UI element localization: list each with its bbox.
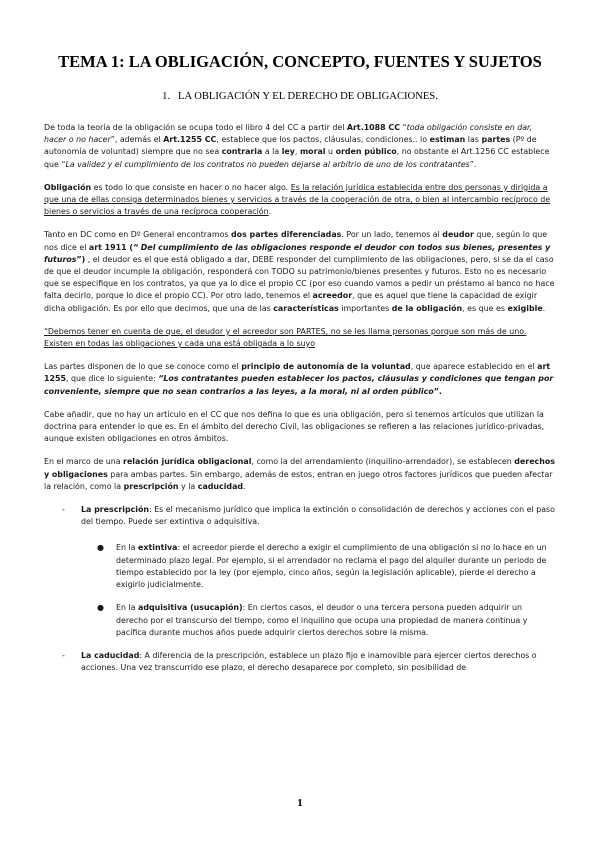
dot-bullet: ●	[97, 603, 104, 613]
paragraph-definition: Obligación es todo lo que consiste en hacer o no hacer algo. Es la relación jurídica establecida entre dos personas y dirigida a que una de ellas consiga determinados bienes y servicios a través de la cooperación de otra, o bien al intercambio recíproco de bienes o servicios a través de una recíproca cooperación.	[44, 182, 551, 217]
list-item-caducidad: - La caducidad: A diferencia de la prescripción, establece un plazo fijo e inamovible para ejercer ciertos derechos o acciones. Una vez transcurrido ese plazo, el derecho desaparece por completo, sin posibilidad de	[62, 650, 537, 673]
paragraph-autonomy: Las partes disponen de lo que se conoce como el principio de autonomía de la voluntad, que aparece establecido en el art 1255, que dice lo siguiente: “Los contratantes pueden establecer los pactos, cláusulas y condiciones que tengan por conveniente, siempre que no sean contrarios a las leyes, a la moral, ni al orden público”.	[44, 362, 554, 396]
paragraph-doctrine: Cabe añadir, que no hay un artículo en el CC que nos defina lo que es una obligación, pero si tenemos artículos que utilizan la doctrina para entender lo que es. En el ámbito del derecho Civil, las obligaciones se refieren a las relaciones jurídico-privadas, aunque existen obligaciones en otros ámbitos.	[44, 409, 545, 444]
paragraph-intro: De toda la teoría de la obligación se ocupa todo el libro 4 del CC a partir del Art.1088 CC “toda obligación consiste en dar, hacer o no hacer”, además el Art.1255 CC, establece que los pactos, cláusulas, condiciones.. lo estiman las partes (Pº de autonomía de voluntad) siempre que no sea contraria a la ley, moral u orden público, no obstante el Art.1256 CC establece que “La validez y el cumplimiento de los contratos no pueden dejarse al arbitrio de uno de los contratantes”.	[44, 123, 550, 169]
dash-bullet: -	[62, 505, 65, 515]
paragraph-relation: En el marco de una relación jurídica obligacional, como la del arrendamiento (inquilino-arrendador), se establecen derechos y obligaciones para ambas partes. Sin embargo, además de estos, entran en juego otros factores jurídicos que pueden afectar la relación, como la prescripción y la caducidad.	[44, 457, 555, 491]
paragraph-note: “Debemos tener en cuenta de que, el deudor y el acreedor son PARTES, no se les llama personas porque son más de uno. Existen en todas las obligaciones y cada una está obligada a lo suyo	[44, 326, 527, 349]
list-item-adquisitiva: ● En la adquisitiva (usucapión): En ciertos casos, el deudor o una tercera persona pueden adquirir un derecho por el transcurso del tiempo, como el inquilino que ocupa una propiedad de manera continua y pacífica durante muchos años puede adquirir ciertos derechos sobre la misma.	[97, 603, 528, 637]
list-item-prescripcion: - La prescripción: Es el mecanismo jurídico que implica la extinción o consolidación de derechos y acciones con el paso del tiempo. Puede ser extintiva o adquisitiva. ● En la extintiva: el acreedor pierde el derecho a exigir el cumplimiento de una obligación si no lo hace en un determinado plazo legal. Por ejemplo, si el arrendador no reclama el pago del alquiler durante un periodo de tiempo establecido por la ley (por ejemplo, cinco años, según la legislación aplicable), pierde el derecho a exigirlo judicialmente. ● En la adquisitiva (usucapión): En ciertos casos, el deudor o una tercera persona pueden adquirir un derecho por el transcurso del tiempo, como el inquilino que ocupa una propiedad de manera continua y pacífica durante muchos años puede adquirir ciertos derechos sobre la misma.	[44, 504, 556, 639]
dash-bullet: -	[62, 650, 65, 660]
bullet-list	[81, 542, 556, 638]
dot-bullet: ●	[97, 543, 104, 553]
section-heading: 1. LA OBLIGACIÓN Y EL DERECHO DE OBLIGACIONES.	[162, 91, 438, 102]
list-item-extintiva: ● En la extintiva: el acreedor pierde el derecho a exigir el cumplimiento de una obligación si no lo hace en un determinado plazo legal. Por ejemplo, si el arrendador no reclama el pago del alquiler durante un periodo de tiempo establecido por la ley (por ejemplo, cinco años, según la legislación aplicable), pierde el derecho a exigirlo judicialmente.	[97, 543, 547, 590]
page-number: 1	[297, 797, 303, 809]
dash-list	[44, 504, 556, 674]
document-title: TEMA 1: LA OBLIGACIÓN, CONCEPTO, FUENTES Y SUJETOS	[58, 52, 542, 71]
paragraph-parties: Tanto en DC como en Dº General encontramos dos partes diferenciadas. Por un lado, tenemos al deudor que, según lo que nos dice el art 1911 (“ Del cumplimiento de las obligaciones responde el deudor con todos sus bienes, presentes y futuros”) , el deudor es el que está obligado a dar, DEBE responder del cumplimiento de las obligaciones, pero, si se da el caso de que el deudor incumple la obligación, responderá con TODO su patrimonio/bienes presentes y futuros. Esto no es necesario que se especifique en los contratos, ya que ya lo dice el propio CC (por eso cuando vamos a pedir un préstamo al banco no hace falta decirlo, porque lo dice el propio CC). Por otro lado, tenemos el acreedor, que es aquel que tiene la capacidad de exigir dicha obligación. Es por ello que decimos, que una de las características importantes de la obligación, es que es exigible.	[44, 230, 555, 313]
